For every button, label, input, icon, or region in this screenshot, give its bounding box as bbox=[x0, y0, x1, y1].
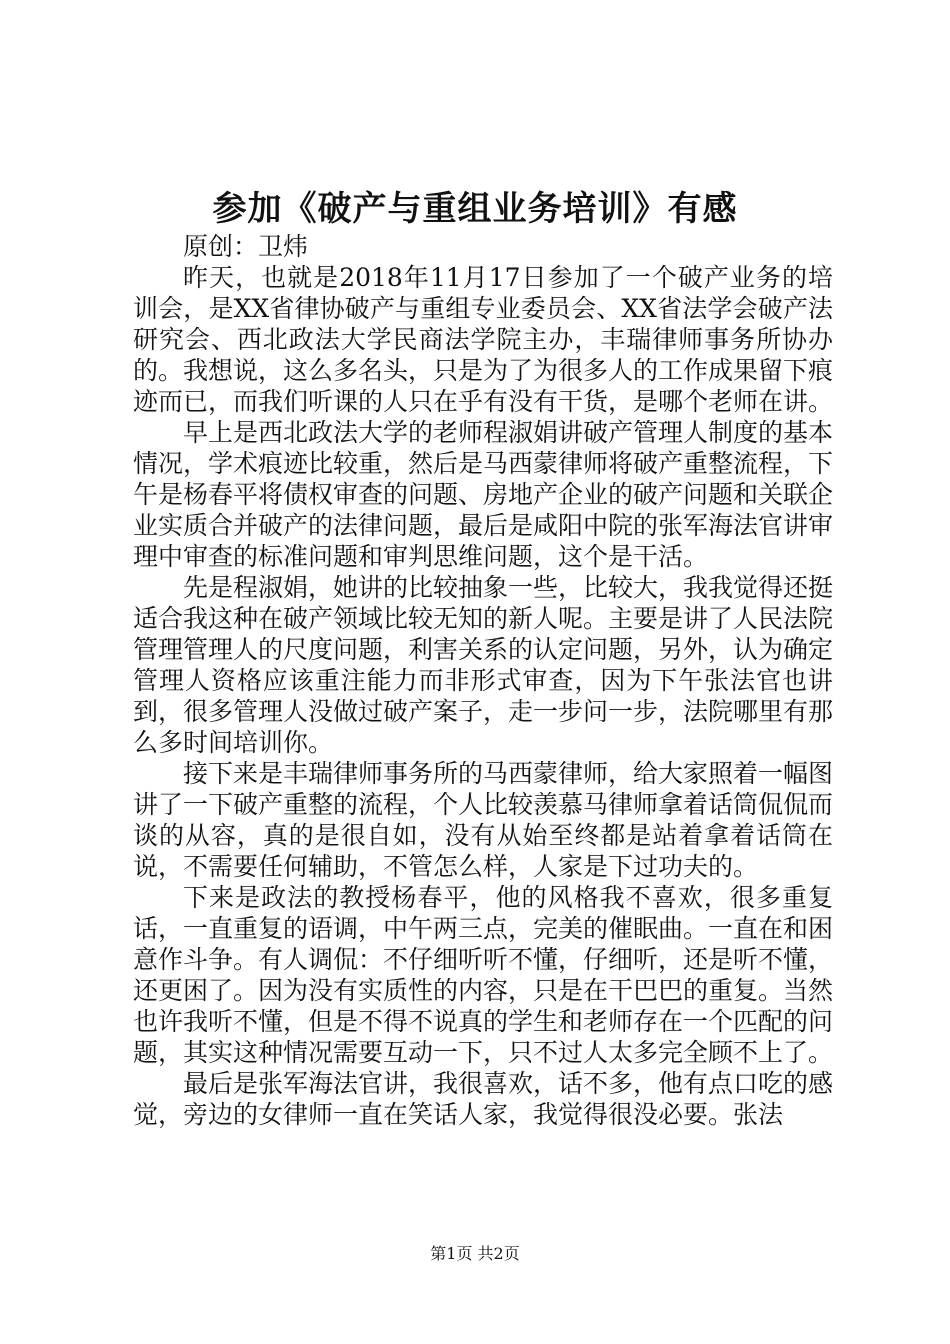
document-body bbox=[133, 231, 833, 1130]
paragraph-2: 早上是西北政法大学的老师程淑娟讲破产管理人制度的基本情况，学术痕迹比较重，然后是马西蒙律师将破产重整流程，下午是杨春平将债权审查的问题、房地产企业的破产问题和关联企业实质合并破产的法律问题，最后是咸阳中院的张军海法官讲审理中审查的标准问题和审判思维问题，这个是干活。 bbox=[133, 418, 834, 571]
page-footer: 第1页 共2页 bbox=[430, 1244, 520, 1263]
paragraph-4: 接下来是丰瑞律师事务所的马西蒙律师，给大家照着一幅图讲了一下破产重整的流程，个人比较羡慕马律师拿着话筒侃侃而谈的从容，真的是很自如，没有从始至终都是站着拿着话筒在说，不需要任何辅助，不管怎么样，人家是下过功夫的。 bbox=[133, 759, 834, 881]
document-title: 参加《破产与重组业务培训》有感 bbox=[212, 189, 738, 229]
paragraph-6: 最后是张军海法官讲，我很喜欢，话不多，他有点口吃的感觉，旁边的女律师一直在笑话人家，我觉得很没必要。张法 bbox=[133, 1069, 834, 1129]
paragraph-1: 昨天，也就是2018年11月17日参加了一个破产业务的培训会，是XX省律协破产与重组专业委员会、XX省法学会破产法研究会、西北政法大学民商法学院主办，丰瑞律师事务所协办的。我想说，这么多名头，只是为了为很多人的工作成果留下痕迹而已，而我们听课的人只在乎有没有干货，是哪个老师在讲。 bbox=[133, 263, 834, 416]
author-line: 原创：卫炜 bbox=[183, 232, 309, 261]
paragraph-3: 先是程淑娟，她讲的比较抽象一些，比较大，我我觉得还挺适合我这种在破产领域比较无知的新人呢。主要是讲了人民法院管理管理人的尺度问题，利害关系的认定问题，另外，认为确定管理人资格应该重注能力而非形式审查，因为下午张法官也讲到，很多管理人没做过破产案子，走一步问一步，法院哪里有那么多时间培训你。 bbox=[133, 573, 834, 757]
paragraph-5: 下来是政法的教授杨春平，他的风格我不喜欢，很多重复话，一直重复的语调，中午两三点，完美的催眠曲。一直在和困意作斗争。有人调侃：不仔细听听不懂，仔细听，还是听不懂，还更困了。因为没有实质性的内容，只是在干巴巴的重复。当然也许我听不懂，但是不得不说真的学生和老师存在一个匹配的问题，其实这种情况需要互动一下，只不过人太多完全顾不上了。 bbox=[133, 883, 834, 1067]
